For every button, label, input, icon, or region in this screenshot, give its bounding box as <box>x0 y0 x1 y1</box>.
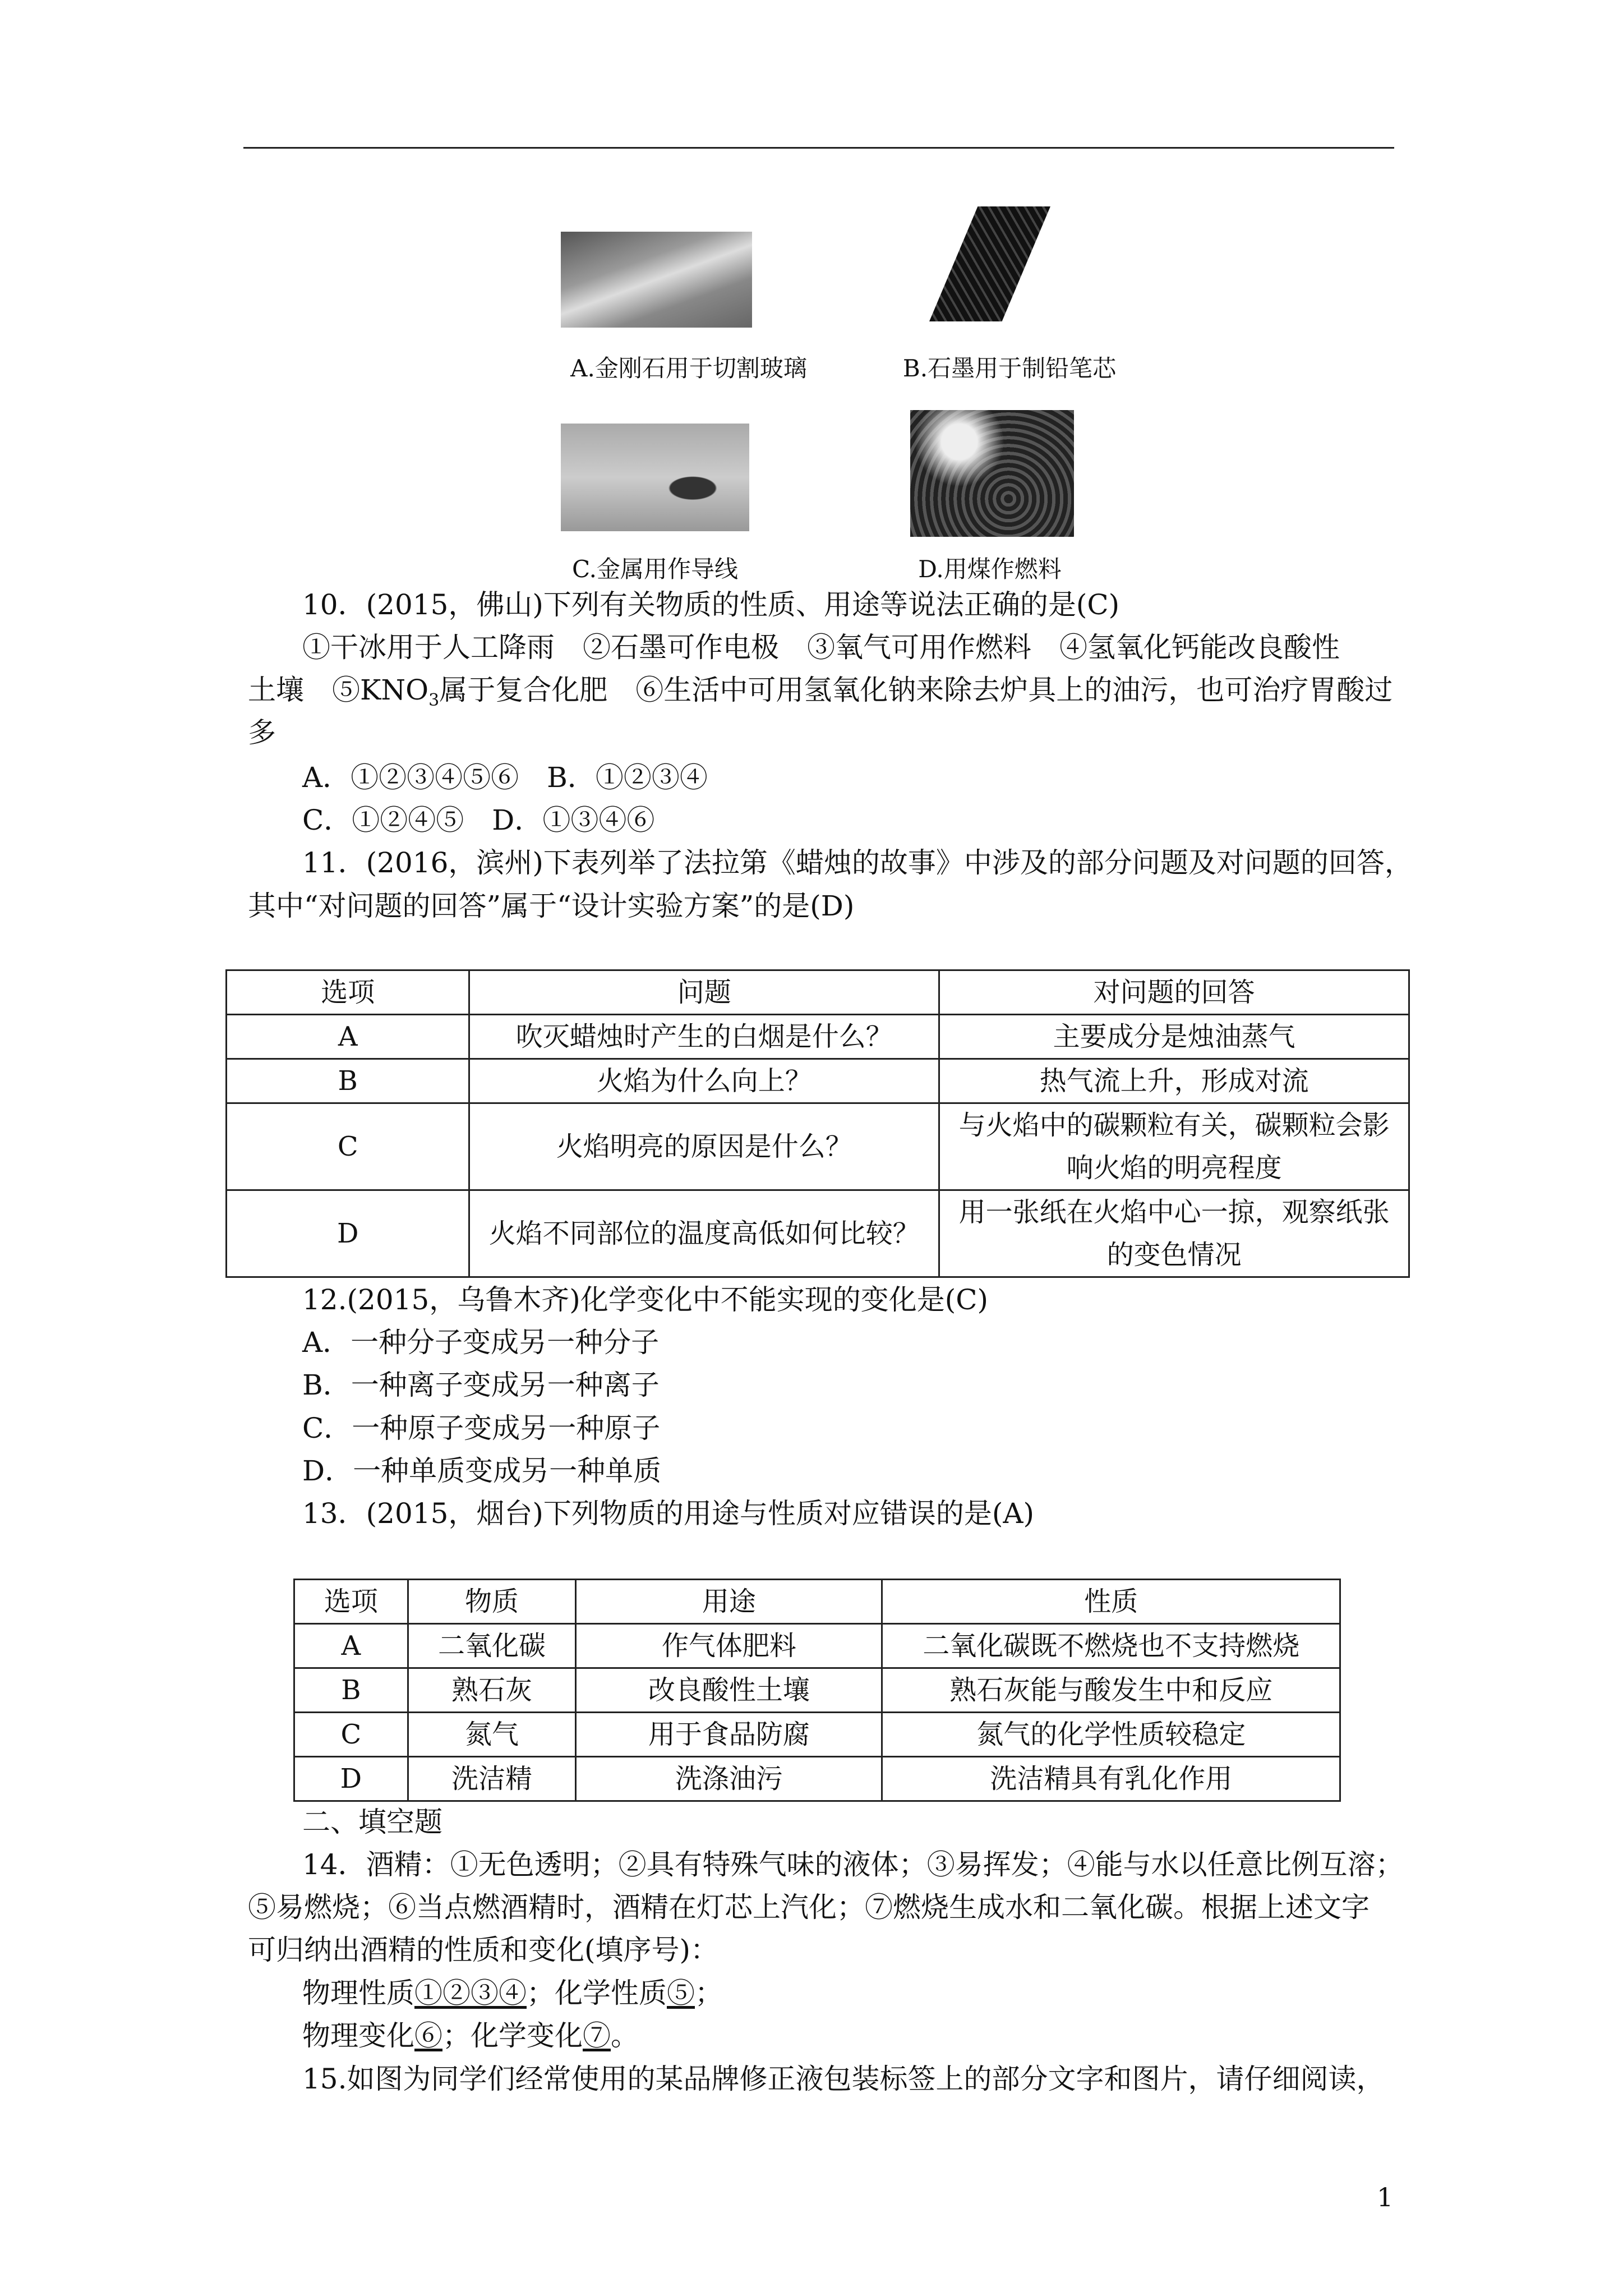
q10-text: 属于复合化肥 ⑥生活中可用氢氧化钠来除去炉具上的油污，也可治疗胃酸过 <box>439 674 1393 706</box>
table-header-row <box>294 1580 1340 1624</box>
q10-options-ab: A．①②③④⑤⑥ B．①②③④ <box>302 761 708 794</box>
metal-wire-photo <box>561 424 749 531</box>
q10-statements-line1: ①干冰用于人工降雨 ②石墨可作电极 ③氧气可用作燃料 ④氢氧化钙能改良酸性 <box>302 631 1340 664</box>
table-row <box>227 1103 1409 1190</box>
subscript: 3 <box>428 691 440 710</box>
table-cell: 热气流上升，形成对流 <box>939 1059 1409 1103</box>
table-cell: D <box>227 1190 469 1277</box>
table-cell: 火焰不同部位的温度高低如何比较？ <box>469 1190 939 1277</box>
figure-caption-c: C.金属用作导线 <box>572 555 738 583</box>
header-rule <box>243 147 1394 149</box>
header-cell: 选项 <box>227 970 469 1015</box>
table-cell: 二氧化碳 <box>408 1624 576 1668</box>
figure-caption-b: B.石墨用于制铅笔芯 <box>902 355 1117 382</box>
q14-line1: 14．酒精：①无色透明；②具有特殊气味的液体；③易挥发；④能与水以任意比例互溶； <box>302 1848 1404 1881</box>
table-row <box>227 1015 1409 1059</box>
punct: 。 <box>611 2019 639 2052</box>
answer-physical-properties: ①②③④ <box>414 1977 527 2009</box>
q11-stem-line2: 其中“对问题的回答”属于“设计实验方案”的是(D) <box>248 890 855 922</box>
answer-physical-change: ⑥ <box>414 2019 442 2052</box>
table-header-row <box>227 970 1409 1015</box>
table-cell: 氮气的化学性质较稳定 <box>882 1713 1340 1757</box>
figure-caption-d: D.用煤作燃料 <box>918 555 1062 583</box>
q14-line3: 可归纳出酒精的性质和变化(填序号)： <box>248 1934 719 1966</box>
table-row <box>294 1668 1340 1713</box>
table-cell: 火焰为什么向上？ <box>469 1059 939 1103</box>
punct: ； <box>695 1977 723 2009</box>
table-cell: 用一张纸在火焰中心一掠，观察纸张的变色情况 <box>939 1190 1409 1277</box>
header-cell: 性质 <box>882 1580 1340 1624</box>
table-cell: 用于食品防腐 <box>576 1713 882 1757</box>
q11-table <box>225 969 1410 1278</box>
label: 物理性质 <box>302 1977 414 2009</box>
table-row <box>294 1757 1340 1801</box>
q12-option-c: C．一种原子变成另一种原子 <box>302 1412 661 1444</box>
diamond-cutting-glass-photo <box>561 232 752 328</box>
table-cell: A <box>294 1624 408 1668</box>
header-cell: 用途 <box>576 1580 882 1624</box>
header-cell: 对问题的回答 <box>939 970 1409 1015</box>
table-cell: D <box>294 1757 408 1801</box>
table-cell: 熟石灰 <box>408 1668 576 1713</box>
table-cell: 洗洁精 <box>408 1757 576 1801</box>
q15-line1: 15.如图为同学们经常使用的某品牌修正液包装标签上的部分文字和图片，请仔细阅读， <box>302 2063 1385 2095</box>
label: 物理变化 <box>302 2019 414 2052</box>
figure-caption-a: A.金刚石用于切割玻璃 <box>570 355 807 382</box>
q14-answer-properties <box>302 1976 723 2010</box>
table-cell: A <box>227 1015 469 1059</box>
answer-chemical-properties: ⑤ <box>667 1977 695 2009</box>
q10-statements-line3: 多 <box>248 716 276 749</box>
table-cell: B <box>294 1668 408 1713</box>
table-cell: 洗洁精具有乳化作用 <box>882 1757 1340 1801</box>
table-row <box>294 1713 1340 1757</box>
q11-stem-line1: 11．(2016，滨州)下表列举了法拉第《蜡烛的故事》中涉及的部分问题及对问题的回答， <box>302 846 1413 879</box>
table-cell: 吹灭蜡烛时产生的白烟是什么？ <box>469 1015 939 1059</box>
label: ；化学变化 <box>442 2019 583 2052</box>
q14-answer-changes <box>302 2019 639 2053</box>
q10-text: 土壤 ⑤KNO <box>248 674 429 706</box>
table-cell: C <box>294 1713 408 1757</box>
table-cell: 氮气 <box>408 1713 576 1757</box>
section-heading: 二、填空题 <box>302 1806 442 1838</box>
q10-statements-line2 <box>248 673 1393 717</box>
header-cell: 物质 <box>408 1580 576 1624</box>
table-cell: B <box>227 1059 469 1103</box>
page-number: 1 <box>1377 2182 1394 2212</box>
header-cell: 选项 <box>294 1580 408 1624</box>
q12-stem: 12.(2015，乌鲁木齐)化学变化中不能实现的变化是(C) <box>302 1283 989 1316</box>
table-cell: 火焰明亮的原因是什么？ <box>469 1103 939 1190</box>
table-row <box>294 1624 1340 1668</box>
q13-stem: 13．(2015，烟台)下列物质的用途与性质对应错误的是(A) <box>302 1497 1035 1530</box>
table-cell: 主要成分是烛油蒸气 <box>939 1015 1409 1059</box>
table-row <box>227 1190 1409 1277</box>
table-cell: 二氧化碳既不燃烧也不支持燃烧 <box>882 1624 1340 1668</box>
answer-chemical-change: ⑦ <box>583 2019 611 2052</box>
q14-line2: ⑤易燃烧；⑥当点燃酒精时，酒精在灯芯上汽化；⑦燃烧生成水和二氧化碳。根据上述文字 <box>248 1891 1370 1924</box>
table-cell: 与火焰中的碳颗粒有关，碳颗粒会影响火焰的明亮程度 <box>939 1103 1409 1190</box>
table-cell: C <box>227 1103 469 1190</box>
q12-option-b: B．一种离子变成另一种离子 <box>302 1369 660 1401</box>
table-cell: 改良酸性土壤 <box>576 1668 882 1713</box>
header-cell: 问题 <box>469 970 939 1015</box>
table-cell: 作气体肥料 <box>576 1624 882 1668</box>
table-cell: 洗涤油污 <box>576 1757 882 1801</box>
pencils-photo <box>929 206 1050 321</box>
q13-table <box>293 1579 1341 1802</box>
burning-coal-photo <box>910 410 1074 537</box>
table-cell: 熟石灰能与酸发生中和反应 <box>882 1668 1340 1713</box>
q10-options-cd: C．①②④⑤ D．①③④⑥ <box>302 804 655 836</box>
q10-stem: 10．(2015，佛山)下列有关物质的性质、用途等说法正确的是(C) <box>302 588 1120 621</box>
label: ；化学性质 <box>527 1977 667 2009</box>
q12-option-d: D．一种单质变成另一种单质 <box>302 1455 662 1487</box>
q12-option-a: A．一种分子变成另一种分子 <box>302 1326 660 1359</box>
table-row <box>227 1059 1409 1103</box>
